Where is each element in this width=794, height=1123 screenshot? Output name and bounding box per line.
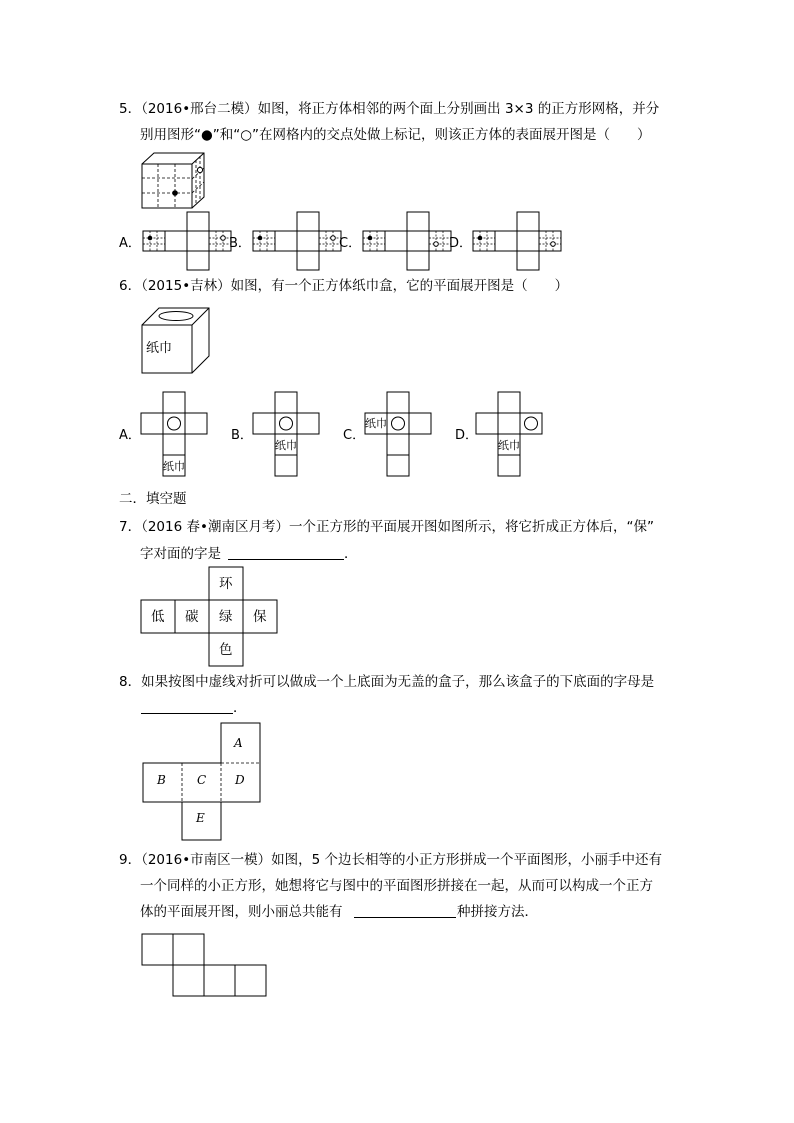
q9-text-line3-start: 体的平面展开图，则小丽总共能有: [140, 904, 343, 920]
q5-net-b: [251, 211, 343, 271]
q7-cell-left1: 低: [151, 609, 165, 625]
q9-text-line2: 一个同样的小正方形，她想将它与图中的平面图形拼接在一起，从而可以构成一个正方: [140, 878, 653, 894]
q6-option-b-label: B．: [231, 428, 253, 443]
q7-text-line1: 7．（2016 春•潮南区月考）一个正方形的平面展开图如图所示，将它折成正方体后，“保”: [119, 519, 654, 535]
q9-text-line1: 9．（2016•市南区一模）如图，5 个边长相等的小正方形拼成一个平面图形，小丽手中还有: [119, 852, 663, 868]
q6-net-b: [253, 391, 321, 477]
q6-net-b-label: 纸巾: [275, 439, 297, 452]
q7-cell-center: 绿: [219, 609, 233, 625]
q8-cell-d: D: [235, 773, 245, 787]
q5-option-b-label: B．: [229, 236, 251, 251]
q6-net-c-label: 纸巾: [365, 417, 387, 430]
q7-text-end: ．: [344, 546, 358, 562]
q8-cell-b: B: [157, 773, 166, 787]
q7-cell-top: 环: [219, 576, 233, 592]
q5-option-c-label: C．: [339, 236, 362, 251]
q6-net-d-label: 纸巾: [498, 439, 520, 452]
q5-text-line2: 别用图形“●”和“○”在网格内的交点处做上标记，则该正方体的表面展开图是（ ）: [140, 127, 651, 143]
q7-cell-left2: 碳: [185, 609, 199, 625]
section-title: 二．填空题: [119, 491, 187, 507]
q7-cell-bottom: 色: [219, 642, 233, 658]
q6-text-line1: 6．（2015•吉林）如图，有一个正方体纸巾盒，它的平面展开图是（ ）: [119, 278, 569, 294]
q6-option-a-label: A．: [119, 428, 141, 443]
q5-text-line1: 5．（2016•邢台二模）如图，将正方体相邻的两个面上分别画出 3×3 的正方形网格，并分: [119, 101, 660, 117]
q8-cell-e: E: [196, 811, 205, 825]
q6-net-a-label: 纸巾: [163, 460, 185, 473]
q5-cube-figure: [140, 150, 210, 210]
q5-net-d: [471, 211, 563, 271]
q9-figure: [141, 933, 269, 997]
q5-option-a-label: A．: [119, 236, 141, 251]
q9-answer-blank[interactable]: [354, 917, 456, 918]
q5-net-c: [361, 211, 453, 271]
q6-box-label: 纸巾: [146, 341, 173, 356]
q7-text-line2: 字对面的字是: [140, 546, 221, 562]
q8-text-end: ．: [233, 700, 247, 716]
q6-option-d-label: D．: [455, 428, 479, 443]
q8-answer-blank[interactable]: [141, 713, 233, 714]
q6-net-d: [476, 391, 544, 477]
q8-cell-c: C: [197, 773, 207, 787]
q7-cell-right: 保: [253, 609, 267, 625]
q8-text-line1: 8．如果按图中虚线对折可以做成一个上底面为无盖的盒子，那么该盒子的下底面的字母是: [119, 674, 655, 690]
q5-option-d-label: D．: [449, 236, 473, 251]
q8-cell-a: A: [234, 736, 243, 750]
q9-text-line3-end: 种拼接方法．: [457, 904, 538, 920]
q6-net-c: [365, 391, 433, 477]
q7-answer-blank[interactable]: [228, 559, 344, 560]
q5-net-a: [141, 211, 233, 271]
q6-option-c-label: C．: [343, 428, 366, 443]
